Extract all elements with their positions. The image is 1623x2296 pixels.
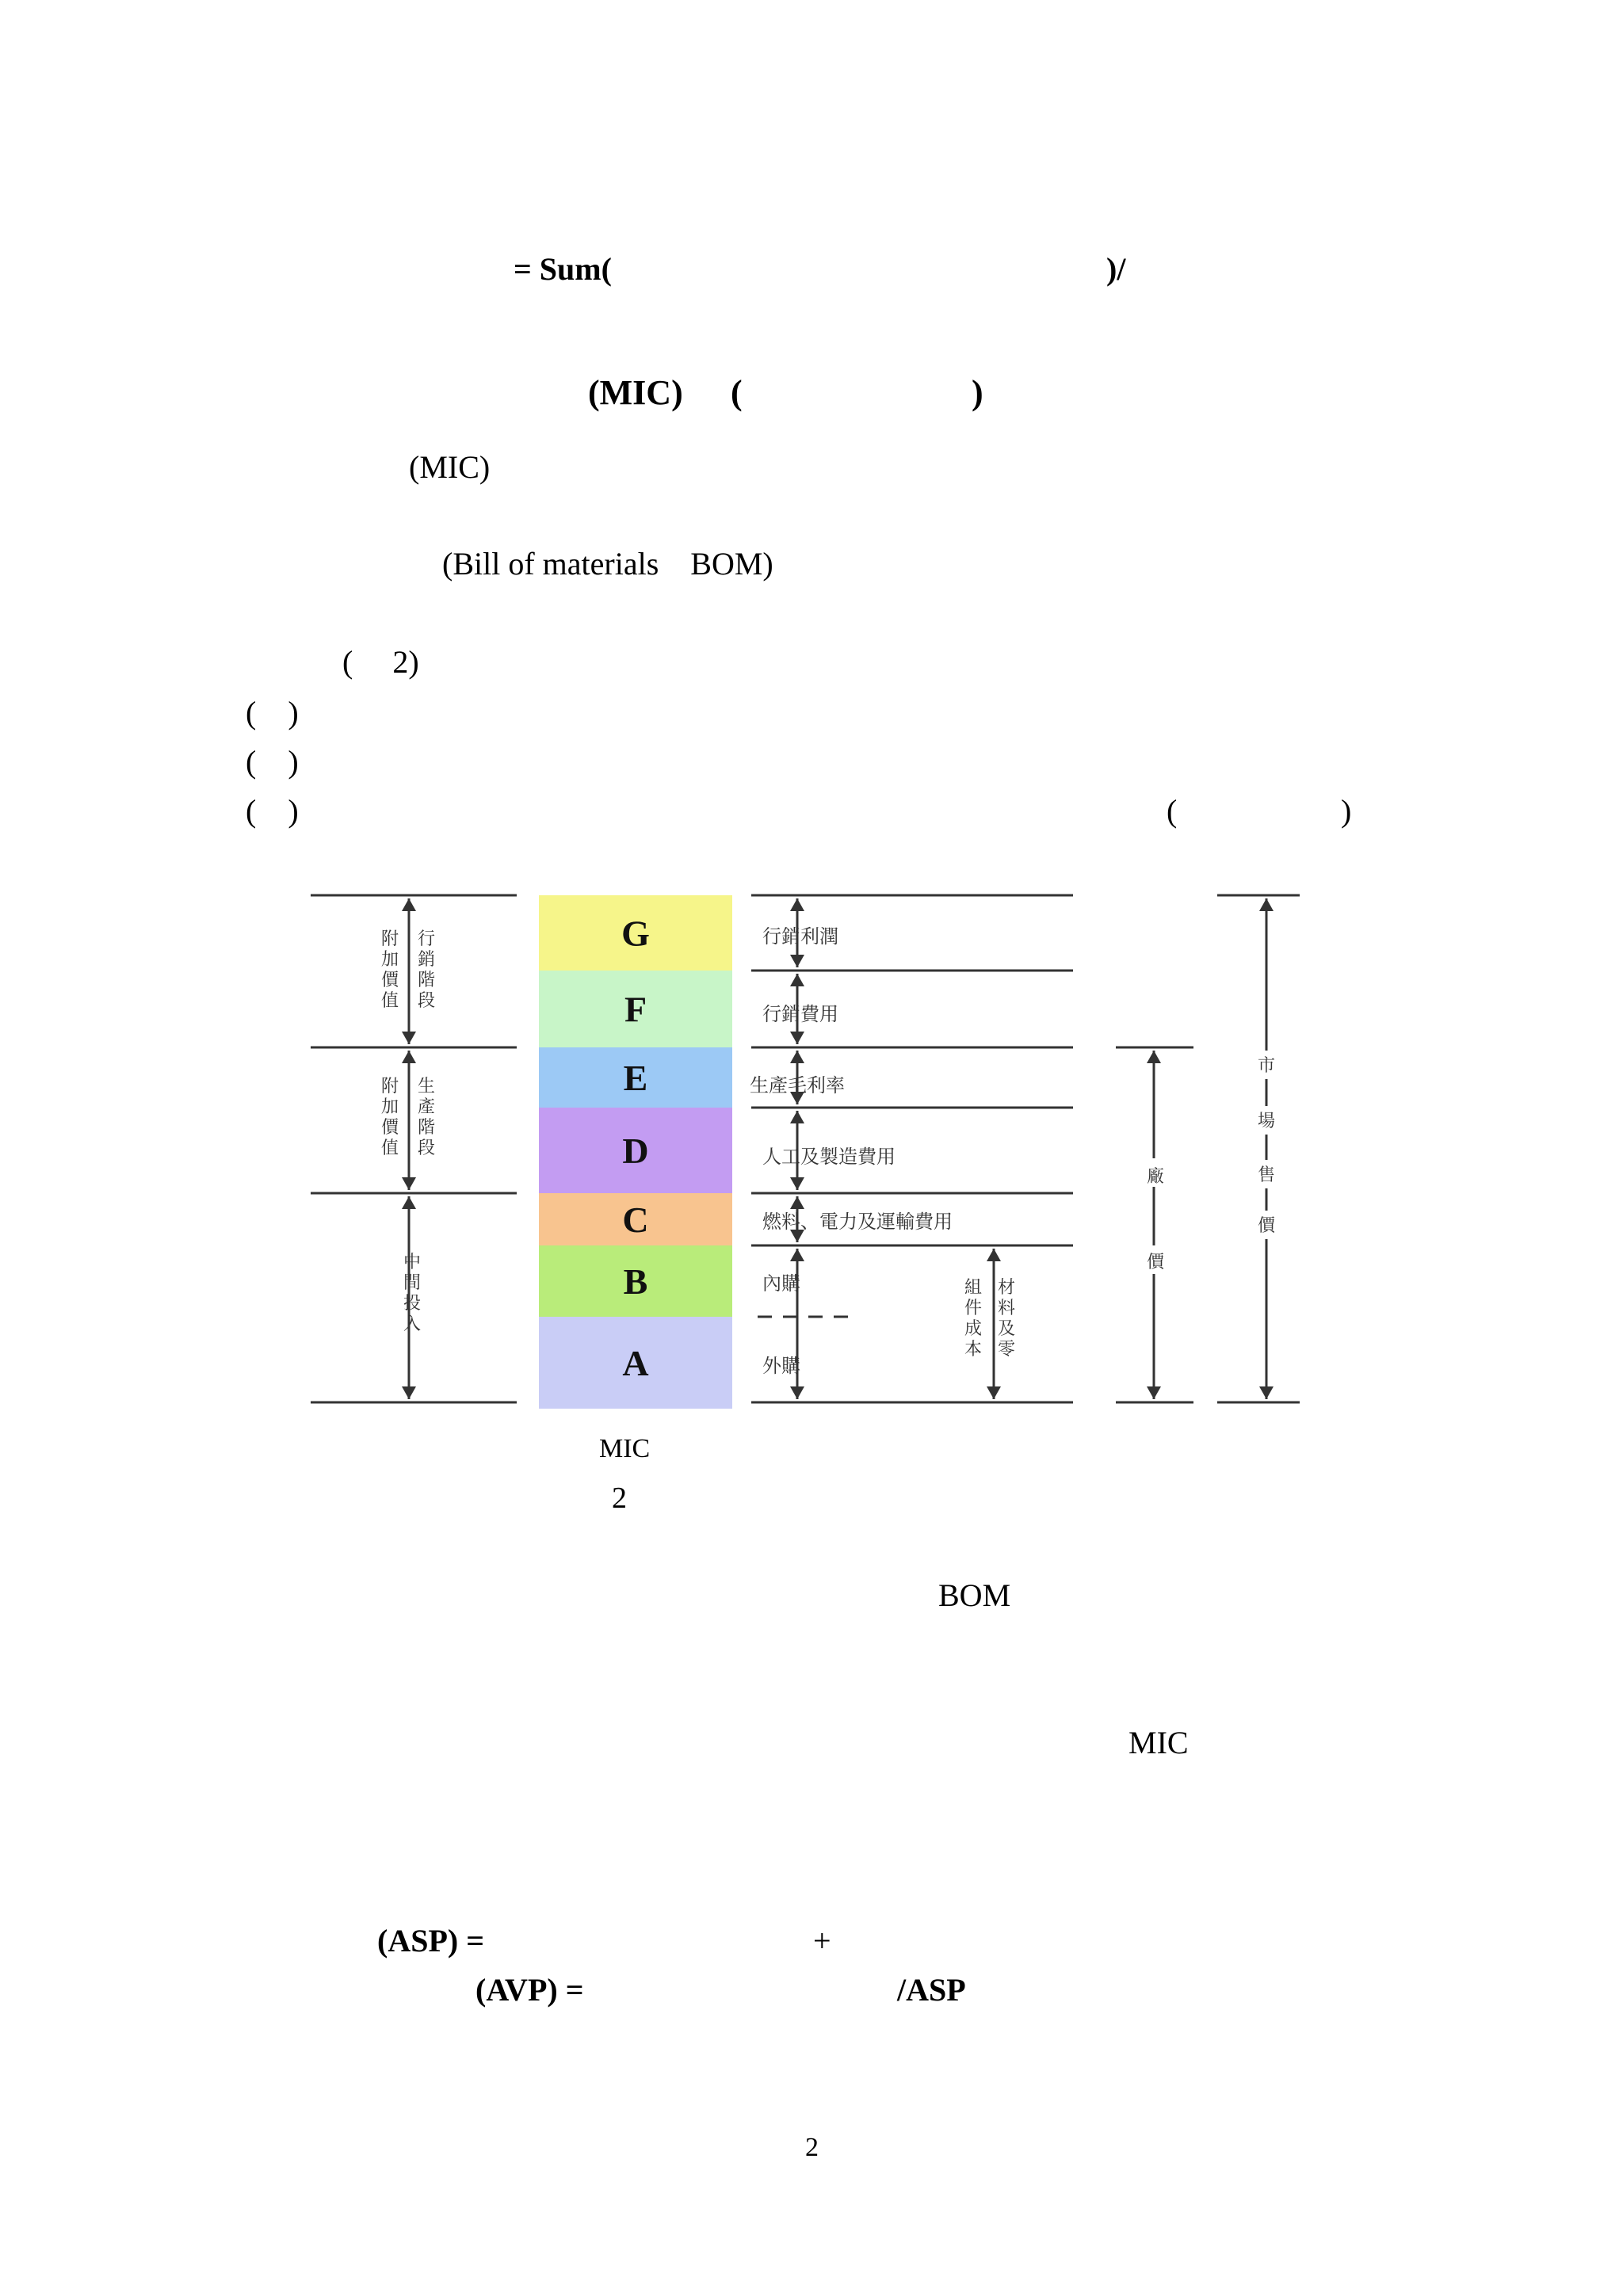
- list-item-trailing-open: (: [1167, 793, 1178, 829]
- list-item-marker: ( ): [246, 744, 299, 780]
- factory-price-label: 廠: [1146, 1167, 1165, 1187]
- cost-label: 外購: [762, 1355, 800, 1377]
- avp-formula: (AVP) =: [475, 1972, 584, 2008]
- cost-label: 人工及製造費用: [762, 1146, 896, 1168]
- cost-label: 行銷利潤: [762, 925, 838, 948]
- left-label: 行銷階段: [417, 929, 436, 1011]
- arrow-head: [790, 1051, 804, 1063]
- materials-label: 材料及零: [997, 1278, 1016, 1360]
- arrow-head: [402, 898, 416, 911]
- arrow-head: [402, 1051, 416, 1063]
- cost-label: 行銷費用: [762, 1003, 838, 1025]
- market-price-label: 價: [1257, 1216, 1276, 1236]
- formula-sum: = Sum(: [514, 251, 612, 287]
- section-heading-open-paren: (: [731, 373, 743, 412]
- arrow-head: [790, 898, 804, 911]
- paragraph-mic: (MIC): [409, 449, 491, 485]
- arrow-head: [402, 1196, 416, 1209]
- arrow-head: [1259, 1386, 1274, 1399]
- block-letter: F: [624, 989, 647, 1030]
- arrow-head: [987, 1249, 1001, 1261]
- section-heading-mic: (MIC): [588, 373, 683, 412]
- left-label: 生產階段: [417, 1077, 436, 1158]
- block-letter: E: [623, 1058, 648, 1098]
- arrow-head: [402, 1386, 416, 1399]
- block-letter: C: [622, 1199, 649, 1240]
- mic-label: MIC: [1128, 1725, 1189, 1760]
- market-price-label: 市: [1257, 1056, 1276, 1076]
- arrow-head: [790, 1196, 804, 1209]
- asp-formula-plus: +: [813, 1923, 831, 1958]
- materials-label: 組件成本: [964, 1278, 983, 1360]
- arrow-head: [790, 1111, 804, 1123]
- paragraph-figure-ref: ( 2): [342, 644, 419, 680]
- arrow-head: [987, 1386, 1001, 1399]
- cost-label: 生產毛利率: [750, 1074, 845, 1097]
- arrow-head: [402, 1032, 416, 1044]
- arrow-head: [790, 1032, 804, 1044]
- list-item-marker: ( ): [246, 695, 299, 730]
- left-label: 附加價值: [380, 929, 399, 1011]
- block-letter: B: [623, 1261, 648, 1302]
- arrow-head: [1147, 1051, 1161, 1063]
- asp-formula: (ASP) =: [377, 1923, 484, 1958]
- figure-caption-mic: MIC: [599, 1434, 651, 1463]
- bom-label: BOM: [938, 1577, 1011, 1613]
- block-letter: D: [622, 1131, 649, 1171]
- arrow-head: [402, 1177, 416, 1190]
- arrow-head: [790, 974, 804, 986]
- list-item-marker: ( ): [246, 793, 299, 829]
- left-label: 中間投入: [403, 1253, 422, 1334]
- arrow-head: [1259, 898, 1274, 911]
- arrow-head: [790, 955, 804, 967]
- market-price-label: 售: [1257, 1165, 1276, 1185]
- arrow-head: [790, 1386, 804, 1399]
- block-letter: A: [622, 1343, 649, 1383]
- section-heading-close-paren: ): [972, 373, 983, 412]
- factory-price-label: 價: [1146, 1253, 1165, 1272]
- block-letter: G: [621, 913, 650, 954]
- arrow-head: [790, 1177, 804, 1190]
- market-price-label: 場: [1257, 1112, 1276, 1131]
- arrow-head: [790, 1249, 804, 1261]
- formula-divide: )/: [1106, 251, 1126, 287]
- figure-caption-number: 2: [612, 1482, 627, 1515]
- left-label: 附加價值: [380, 1077, 399, 1158]
- cost-label: 燃料、電力及運輸費用: [762, 1211, 953, 1233]
- list-item-trailing-close: ): [1341, 793, 1352, 829]
- cost-label: 內購: [762, 1272, 800, 1295]
- page-number: 2: [805, 2133, 819, 2162]
- paragraph-bom: (Bill of materials BOM): [442, 546, 773, 582]
- arrow-head: [1147, 1386, 1161, 1399]
- avp-formula-asp: /ASP: [897, 1972, 966, 2008]
